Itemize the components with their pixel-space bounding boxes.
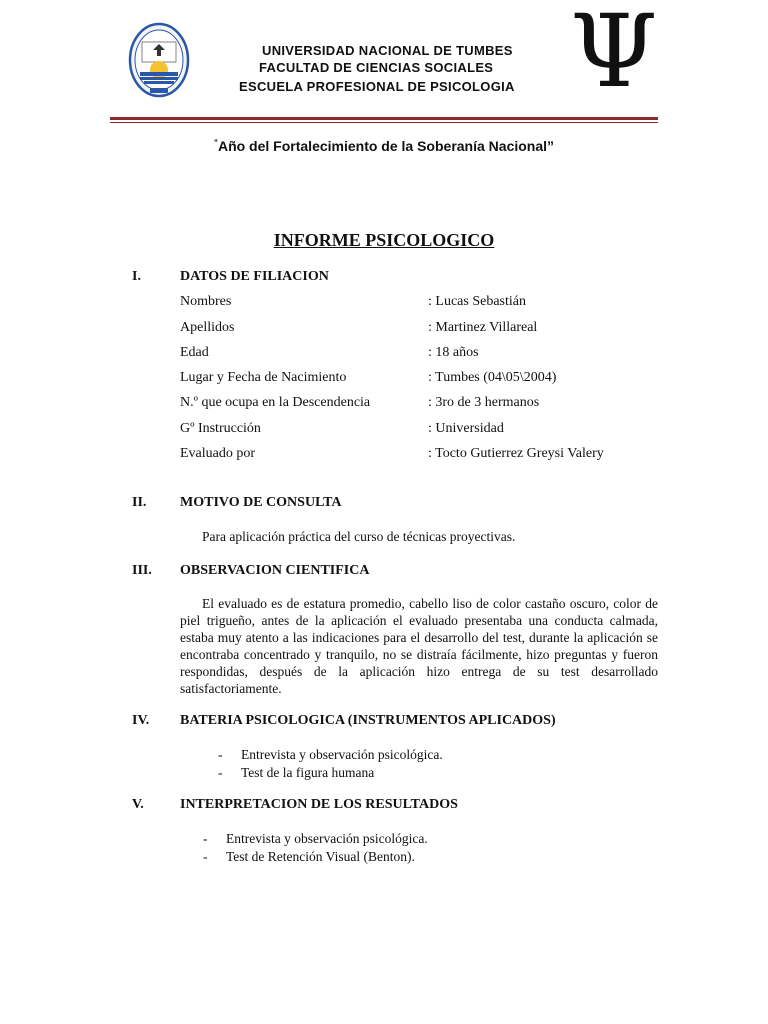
section-title: BATERIA PSICOLOGICA (INSTRUMENTOS APLICADOS) — [180, 713, 556, 728]
field-value: : Universidad — [428, 421, 504, 436]
motto-open-quote: “ — [213, 138, 218, 147]
section-number: III. — [132, 563, 152, 578]
list-bullet: - — [203, 849, 208, 864]
university-seal-icon — [128, 22, 190, 98]
section-number: IV. — [132, 713, 150, 728]
field-label: N.º que ocupa en la Descendencia — [180, 395, 371, 410]
section-title: MOTIVO DE CONSULTA — [180, 495, 342, 510]
section-title: INTERPRETACION DE LOS RESULTADOS — [180, 797, 458, 812]
field-label: Edad — [180, 345, 209, 360]
field-value: : 3ro de 3 hermanos — [428, 395, 540, 410]
field-label: Lugar y Fecha de Nacimiento — [180, 370, 347, 385]
consultation-reason: Para aplicación práctica del curso de técnicas proyectivas. — [202, 529, 516, 544]
list-item: Test de la figura humana — [241, 765, 375, 780]
field-value: : Tumbes (04\05\2004) — [428, 370, 557, 385]
motto-text: Año del Fortalecimiento de la Soberanía Nacional” — [217, 138, 555, 154]
field-value: : Tocto Gutierrez Greysi Valery — [428, 446, 604, 461]
list-bullet: - — [218, 765, 223, 780]
field-value: : Lucas Sebastián — [428, 294, 526, 309]
school-name: ESCUELA PROFESIONAL DE PSICOLOGIA — [239, 79, 515, 94]
section-number: I. — [132, 269, 141, 284]
field-label: Apellidos — [180, 320, 235, 335]
list-item: Test de Retención Visual (Benton). — [226, 849, 415, 864]
field-label: Nombres — [180, 294, 232, 309]
header-rule-thin — [110, 122, 658, 123]
field-value: : Martinez Villareal — [428, 320, 538, 335]
section-number: II. — [132, 495, 147, 510]
section-title: OBSERVACION CIENTIFICA — [180, 563, 370, 578]
field-label: Gº Instrucción — [180, 421, 261, 436]
list-item: Entrevista y observación psicológica. — [241, 747, 443, 762]
document-title: INFORME PSICOLOGICO — [273, 230, 495, 250]
list-bullet: - — [218, 747, 223, 762]
field-value: : 18 años — [428, 345, 479, 360]
faculty-name: FACULTAD DE CIENCIAS SOCIALES — [259, 60, 494, 75]
list-item: Entrevista y observación psicológica. — [226, 831, 428, 846]
national-motto — [0, 138, 768, 154]
university-name: UNIVERSIDAD NACIONAL DE TUMBES — [262, 43, 513, 58]
list-bullet: - — [203, 831, 208, 846]
observation-paragraph: El evaluado es de estatura promedio, cabello liso de color castaño oscuro, color de piel trigueño, antes de la aplicación el evaluado presentaba una conducta calmada, estaba muy atento a las indicaciones para el desarrollo del test, durante la aplicación se encontraba concentrado y tranquilo, no se distraía fácilmente, hizo preguntas y fueron respondidas, después de la aplicación hizo entrega de su test desarrollado satisfactoriamente. — [180, 596, 658, 696]
section-title: DATOS DE FILIACION — [180, 269, 329, 284]
psi-logo-icon: Ψ — [570, 0, 658, 110]
section-number: V. — [132, 797, 144, 812]
header-rule — [110, 117, 658, 120]
field-label: Evaluado por — [180, 446, 256, 461]
